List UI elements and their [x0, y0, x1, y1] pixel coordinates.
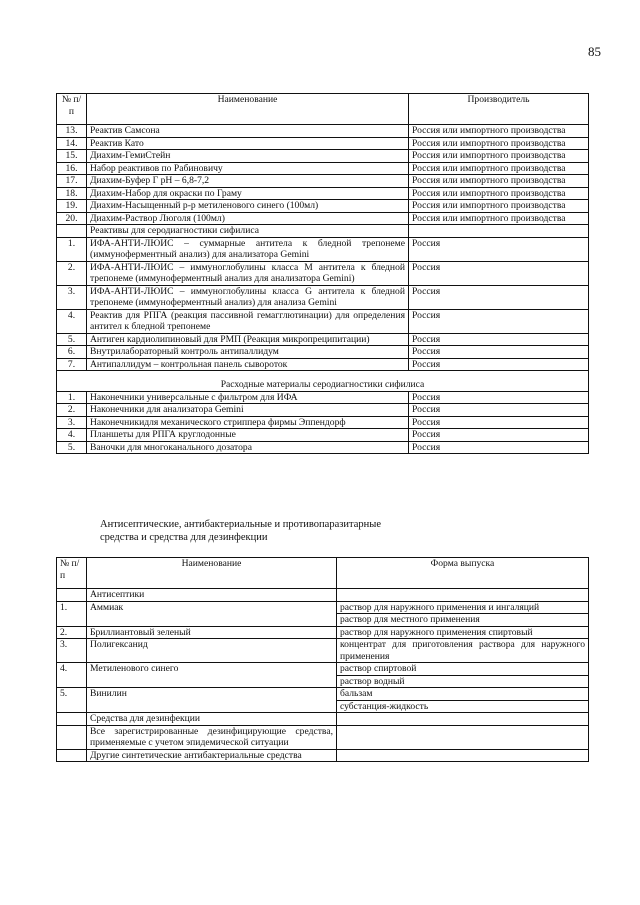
cell-num: 2. — [57, 261, 87, 285]
col-header-num: № п/п — [57, 94, 87, 125]
table-header-row — [57, 558, 589, 589]
cell-name: Набор реактивов по Рабиновичу — [87, 162, 409, 175]
table-row — [57, 200, 589, 213]
section-row — [57, 371, 589, 392]
cell-producer: Россия — [409, 346, 589, 359]
col-header-producer: Производитель — [409, 94, 589, 125]
col-header-num: № п/п — [57, 558, 87, 589]
cell-num: 5. — [57, 333, 87, 346]
cell-producer: Россия — [409, 404, 589, 417]
table-row — [57, 416, 589, 429]
cell-producer: Россия или импортного производства — [409, 187, 589, 200]
cell-name: Диахим-Буфер Г pH – 6,8-7,2 — [87, 175, 409, 188]
cell-num: 20. — [57, 212, 87, 225]
table-row: 3. Полигексанид концентрат для приготовления раствора для наружного применения — [57, 639, 589, 663]
table-row — [57, 187, 589, 200]
cell-producer: Россия или импортного производства — [409, 150, 589, 163]
table-row — [57, 137, 589, 150]
table-row — [57, 162, 589, 175]
section-title: Реактивы для серодиагностики сифилиса — [87, 225, 409, 238]
section-row — [57, 225, 589, 238]
col-header-name: Наименование — [87, 94, 409, 125]
cell-producer: Россия или импортного производства — [409, 137, 589, 150]
cell-num: 5. — [57, 441, 87, 454]
cell-name: Реактив Самсона — [87, 125, 409, 138]
cell-name: Диахим-ГемиСтейн — [87, 150, 409, 163]
table-row: Другие синтетические антибактериальные средства — [57, 749, 589, 762]
cell-producer: Россия — [409, 261, 589, 285]
cell-name: Внутрилабораторный контроль антипаллидум — [87, 346, 409, 359]
page-number: 85 — [588, 44, 601, 59]
table-row: 4. Метиленового синего раствор спиртовой — [57, 663, 589, 676]
cell-name: ИФА-АНТИ-ЛЮИС – суммарные антитела к бледной трепонеме (иммуноферментный анализ) для анализатора Gemini — [87, 237, 409, 261]
table-row: субстанция-жидкость — [57, 700, 589, 713]
table-row — [57, 346, 589, 359]
cell-num: 19. — [57, 200, 87, 213]
table-row — [57, 237, 589, 261]
reagents-table — [56, 93, 589, 454]
table-row — [57, 125, 589, 138]
cell-num: 4. — [57, 429, 87, 442]
cell-producer: Россия — [409, 429, 589, 442]
cell-producer: Россия — [409, 391, 589, 404]
table-row: 1. Аммиак раствор для наружного применения и ингаляций — [57, 601, 589, 614]
cell-num: 14. — [57, 137, 87, 150]
table-row: раствор водный — [57, 675, 589, 688]
section-title: Расходные материалы серодиагностики сифилиса — [57, 371, 589, 392]
cell-producer: Россия — [409, 309, 589, 333]
cell-num: 3. — [57, 416, 87, 429]
table-row — [57, 404, 589, 417]
table-row — [57, 285, 589, 309]
cell-name: Диахим-Набор для окраски по Граму — [87, 187, 409, 200]
cell-name: ИФА-АНТИ-ЛЮИС – иммуноглобулины класса G антитела к бледной трепонеме (иммуноферментный анализ) для анализа Gemini — [87, 285, 409, 309]
table-row — [57, 261, 589, 285]
cell-num: 1. — [57, 237, 87, 261]
col-header-name: Наименование — [87, 558, 337, 589]
table-row — [57, 150, 589, 163]
cell-num: 4. — [57, 309, 87, 333]
cell-num: 17. — [57, 175, 87, 188]
cell-producer: Россия — [409, 416, 589, 429]
cell-producer: Россия — [409, 358, 589, 371]
cell-name: Реактив для РПГА (реакция пассивной гемагглютинации) для определения антител к бледной трепонеме — [87, 309, 409, 333]
cell-producer: Россия или импортного производства — [409, 125, 589, 138]
table-row: 5. Винилин бальзам — [57, 688, 589, 701]
section-caption: Антисептические, антибактериальные и противопаразитарные средства и средства для дезинфекции — [100, 519, 381, 543]
table-row — [57, 333, 589, 346]
section-row — [57, 589, 589, 602]
cell-producer: Россия или импортного производства — [409, 175, 589, 188]
cell-num: 18. — [57, 187, 87, 200]
col-header-form: Форма выпуска — [337, 558, 589, 589]
cell-name: Антиген кардиолипиновый для РМП (Реакция микропреципитации) — [87, 333, 409, 346]
cell-name: Наконечники универсальные с фильтром для ИФА — [87, 391, 409, 404]
table-row: Все зарегистрированные дезинфицирующие средства, применяемые с учетом эпидемической ситуации — [57, 725, 589, 749]
table-row — [57, 309, 589, 333]
cell-num: 7. — [57, 358, 87, 371]
section-title: Средства для дезинфекции — [87, 713, 337, 726]
cell-name: Реактив Като — [87, 137, 409, 150]
cell-num: 15. — [57, 150, 87, 163]
cell-name: Ваночки для многоканального дозатора — [87, 441, 409, 454]
cell-producer: Россия — [409, 237, 589, 261]
cell-name: Антипаллидум – контрольная панель сывороток — [87, 358, 409, 371]
table-row — [57, 391, 589, 404]
table-row: раствор для местного применения — [57, 614, 589, 627]
cell-name: Наконечники для анализатора Gemini — [87, 404, 409, 417]
table-row — [57, 358, 589, 371]
table-row — [57, 212, 589, 225]
table-row: 2. Бриллиантовый зеленый раствор для наружного применения спиртовый — [57, 626, 589, 639]
cell-producer: Россия или импортного производства — [409, 162, 589, 175]
cell-num: 1. — [57, 391, 87, 404]
table-row — [57, 175, 589, 188]
section-title: Антисептики — [87, 589, 337, 602]
cell-name: Диахим-Насыщенный р-р метиленового синего (100мл) — [87, 200, 409, 213]
cell-name: ИФА-АНТИ-ЛЮИС – иммуноглобулины класса М антитела к бледной трепонеме (иммуноферментный анализ для анализатора Gemini) — [87, 261, 409, 285]
cell-producer: Россия — [409, 285, 589, 309]
cell-num: 2. — [57, 404, 87, 417]
table-header-row — [57, 94, 589, 125]
cell-producer: Россия — [409, 333, 589, 346]
table-row — [57, 441, 589, 454]
section-row — [57, 713, 589, 726]
cell-name: Диахим-Раствор Люголя (100мл) — [87, 212, 409, 225]
cell-num: 13. — [57, 125, 87, 138]
table-row — [57, 429, 589, 442]
antiseptics-table — [56, 557, 589, 762]
cell-num: 6. — [57, 346, 87, 359]
cell-producer: Россия — [409, 441, 589, 454]
cell-num: 3. — [57, 285, 87, 309]
cell-name: Наконечникидля механического стриппера фирмы Эппендорф — [87, 416, 409, 429]
cell-producer: Россия или импортного производства — [409, 200, 589, 213]
cell-producer: Россия или импортного производства — [409, 212, 589, 225]
cell-name: Планшеты для РПГА круглодонные — [87, 429, 409, 442]
cell-num: 16. — [57, 162, 87, 175]
